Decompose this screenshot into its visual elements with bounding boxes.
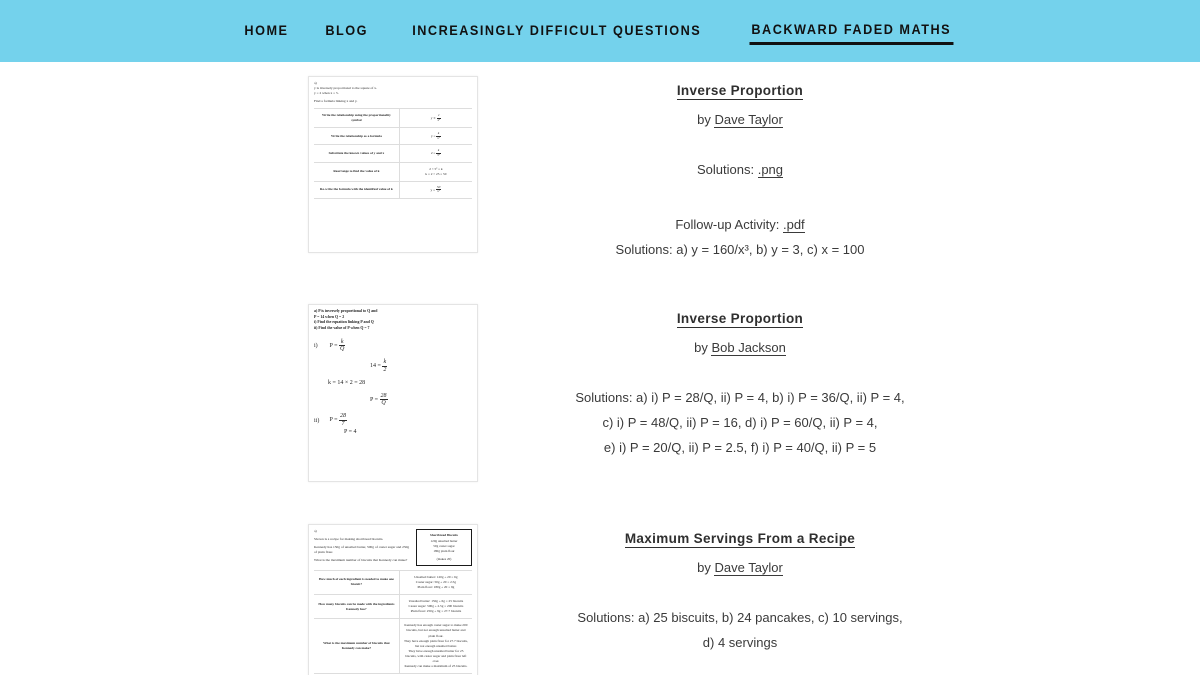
author-link[interactable]: Bob Jackson: [711, 340, 786, 355]
solutions-png-link[interactable]: .png: [757, 162, 784, 177]
author-link[interactable]: Dave Taylor: [714, 560, 783, 575]
resource-entry: [0, 76, 1200, 262]
page-content: [0, 62, 1200, 675]
fraction-numerator: k: [383, 359, 387, 366]
fraction-numerator: 1: [437, 113, 440, 118]
entry-byline: [340, 340, 1140, 355]
solutions-line: e) i) P = 20/Q, ii) P = 2.5, f) i) P = 40/Q, ii) P = 5: [603, 440, 877, 455]
entry-byline: [340, 560, 1140, 575]
thumbnail-column: [0, 76, 447, 253]
step-prompt: Rearrange to find the value of k: [314, 162, 399, 181]
solutions-label: Solutions:: [696, 162, 755, 177]
followup-label: Follow-up Activity:: [675, 217, 780, 232]
thumb-question-line: y is inversely proportional to the square of x.: [314, 85, 377, 90]
fraction-numerator: 28: [380, 392, 387, 399]
step-prompt: What is the maximum number of biscuits that Kennedy can make?: [314, 619, 399, 674]
author-link[interactable]: Dave Taylor: [714, 112, 783, 127]
thumb-question-line: P = 14 when Q = 2: [314, 314, 345, 319]
spacer: [340, 182, 1140, 212]
step-expression: P =: [329, 417, 338, 424]
nav-item-home[interactable]: HOME: [244, 23, 289, 38]
step-answer: Kennedy has enough caster sugar to make 200 biscuits, but not enough unsalted butter and plain flour. They have enough plain flour for 27.7 biscuits, but not enough unsalted butter. They have enough unsalted butter for 25 biscuits, with caster sugar and plain flour left over. Kennedy can make a maximum of 25 biscuits.: [399, 619, 472, 674]
solutions-row: [340, 157, 1140, 182]
step-prompt: Write the relationship using the proportionality symbol: [314, 109, 399, 128]
step-answer: Unsalted butter: 150g ÷ 6g = 25 biscuits Caster sugar: 500g ÷ 2.5g = 200 biscuits Plain flour: 250g ÷ 9g = 27.7 biscuits: [399, 595, 472, 619]
solutions-line: d) 4 servings: [702, 635, 778, 650]
thumbnail-column: [0, 304, 387, 482]
spacer: [340, 127, 1140, 157]
step-prompt: Substitute the known values of y and x: [314, 145, 399, 162]
fraction-denominator: x²: [437, 117, 441, 122]
spacer: [0, 262, 1200, 304]
fraction-numerator: k: [437, 131, 440, 136]
fraction-numerator: k: [340, 338, 344, 345]
step-label: ii): [314, 417, 320, 424]
step-prompt: How many biscuits can be made with the ingredients Kennedy has?: [314, 595, 399, 619]
step-label: i): [314, 342, 318, 349]
solutions-line: c) i) P = 48/Q, ii) P = 16, d) i) P = 60/Q, ii) P = 4,: [602, 415, 878, 430]
by-label: by: [697, 112, 711, 127]
work-step: k = 14 × 2 = 28: [328, 379, 366, 386]
fraction-denominator: Q: [340, 345, 345, 352]
by-label: by: [694, 340, 708, 355]
work-step: P = 4: [344, 429, 357, 435]
answer-prefix: y =: [430, 187, 436, 192]
fraction-numerator: 50: [436, 184, 441, 189]
step-expression: 14 =: [370, 363, 381, 370]
by-label: by: [697, 560, 711, 575]
recipe-yield: (makes 20): [436, 556, 452, 561]
fraction-denominator: Q: [381, 400, 386, 407]
fraction-numerator: 28: [340, 413, 346, 420]
fraction-denominator: 7: [341, 420, 345, 427]
step-prompt: How much of each ingredient is needed to make one biscuit?: [314, 570, 399, 594]
answer-prefix: y =: [430, 134, 436, 139]
recipe-ingredient: 50g caster sugar: [433, 543, 455, 548]
thumb-question-line: i) Find the equation linking P and Q: [314, 320, 374, 325]
thumb-question-line: Kennedy has 150g of unsalted butter, 500g of caster sugar and 250g of plain flour.: [314, 545, 410, 555]
spacer: [340, 575, 1140, 605]
entry-byline: [340, 112, 1140, 127]
step-answer: 2 × 5² = k k = 2 × 25 = 50: [399, 162, 472, 181]
solutions-line: Solutions: a) i) P = 28/Q, ii) P = 4, b) i) P = 36/Q, ii) P = 4,: [575, 390, 905, 405]
thumb-question-line: y = 2 when x = 5.: [314, 90, 339, 95]
entry-title-link[interactable]: Maximum Servings From a Recipe: [624, 531, 856, 546]
thumb-question-label: a): [314, 81, 317, 85]
step-expression: P =: [370, 396, 378, 403]
solutions-line: Solutions: a) 25 biscuits, b) 24 pancakes, c) 10 servings,: [577, 610, 903, 625]
thumb-question-line: Shown is a recipe for making shortbread biscuits.: [314, 537, 384, 542]
recipe-ingredient: 120g unsalted butter: [430, 538, 458, 543]
thumb-question-line: What is the maximum number of biscuits that Kennedy can make?: [314, 558, 408, 563]
fraction-denominator: x²: [437, 189, 440, 194]
entry-details: [308, 76, 1200, 262]
followup-pdf-link[interactable]: .pdf: [782, 217, 805, 232]
entry-title-link[interactable]: Inverse Proportion: [676, 311, 804, 326]
thumb-question-line: Find a formula linking x and y.: [314, 99, 358, 104]
thumb-question-line: ii) Find the value of P when Q = 7: [314, 325, 370, 330]
entry-title-link[interactable]: Inverse Proportion: [676, 83, 804, 98]
resource-entry: [0, 304, 1200, 482]
spacer: [340, 355, 1140, 385]
step-answer: Unsalted butter: 120g ÷ 20 = 6g Caster sugar: 50g ÷ 20 = 2.5g Plain flour: 180g ÷ 20 = 9g: [399, 570, 472, 594]
step-prompt: Re-write the formula with the identified value of k: [314, 181, 399, 198]
recipe-title: Shortbread Biscuits: [430, 533, 458, 537]
fraction-denominator: 5²: [437, 152, 440, 157]
spacer: [0, 482, 1200, 524]
thumbnail-column: [0, 524, 468, 675]
thumb-question-label: a): [314, 529, 317, 533]
resource-entry: [0, 524, 1200, 675]
site-header: [0, 0, 1200, 62]
entry-details: [308, 304, 1200, 460]
fraction-numerator: k: [437, 148, 440, 153]
step-prompt: Write the relationship as a formula: [314, 128, 399, 145]
nav-item-blog[interactable]: BLOG: [325, 23, 368, 38]
fraction-denominator: x²: [437, 135, 440, 140]
followup-solutions: Solutions: a) y = 160/x³, b) y = 3, c) x = 100: [615, 242, 865, 257]
fraction-denominator: 2: [383, 366, 387, 373]
recipe-ingredient: 180g plain flour: [433, 548, 455, 553]
step-expression: P =: [329, 342, 338, 349]
followup-row: [340, 212, 1140, 237]
nav-item-increasingly-difficult-questions[interactable]: INCREASINGLY DIFFICULT QUESTIONS: [412, 23, 702, 38]
thumb-question-line: a) P is inversely proportional to Q and: [314, 309, 378, 313]
main-navigation: [241, 0, 959, 62]
answer-prefix: 2 =: [430, 151, 436, 156]
entry-details: [308, 524, 1200, 655]
nav-item-backward-faded-maths[interactable]: BACKWARD FADED MATHS: [749, 18, 953, 45]
answer-prefix: y ∝: [430, 115, 436, 120]
